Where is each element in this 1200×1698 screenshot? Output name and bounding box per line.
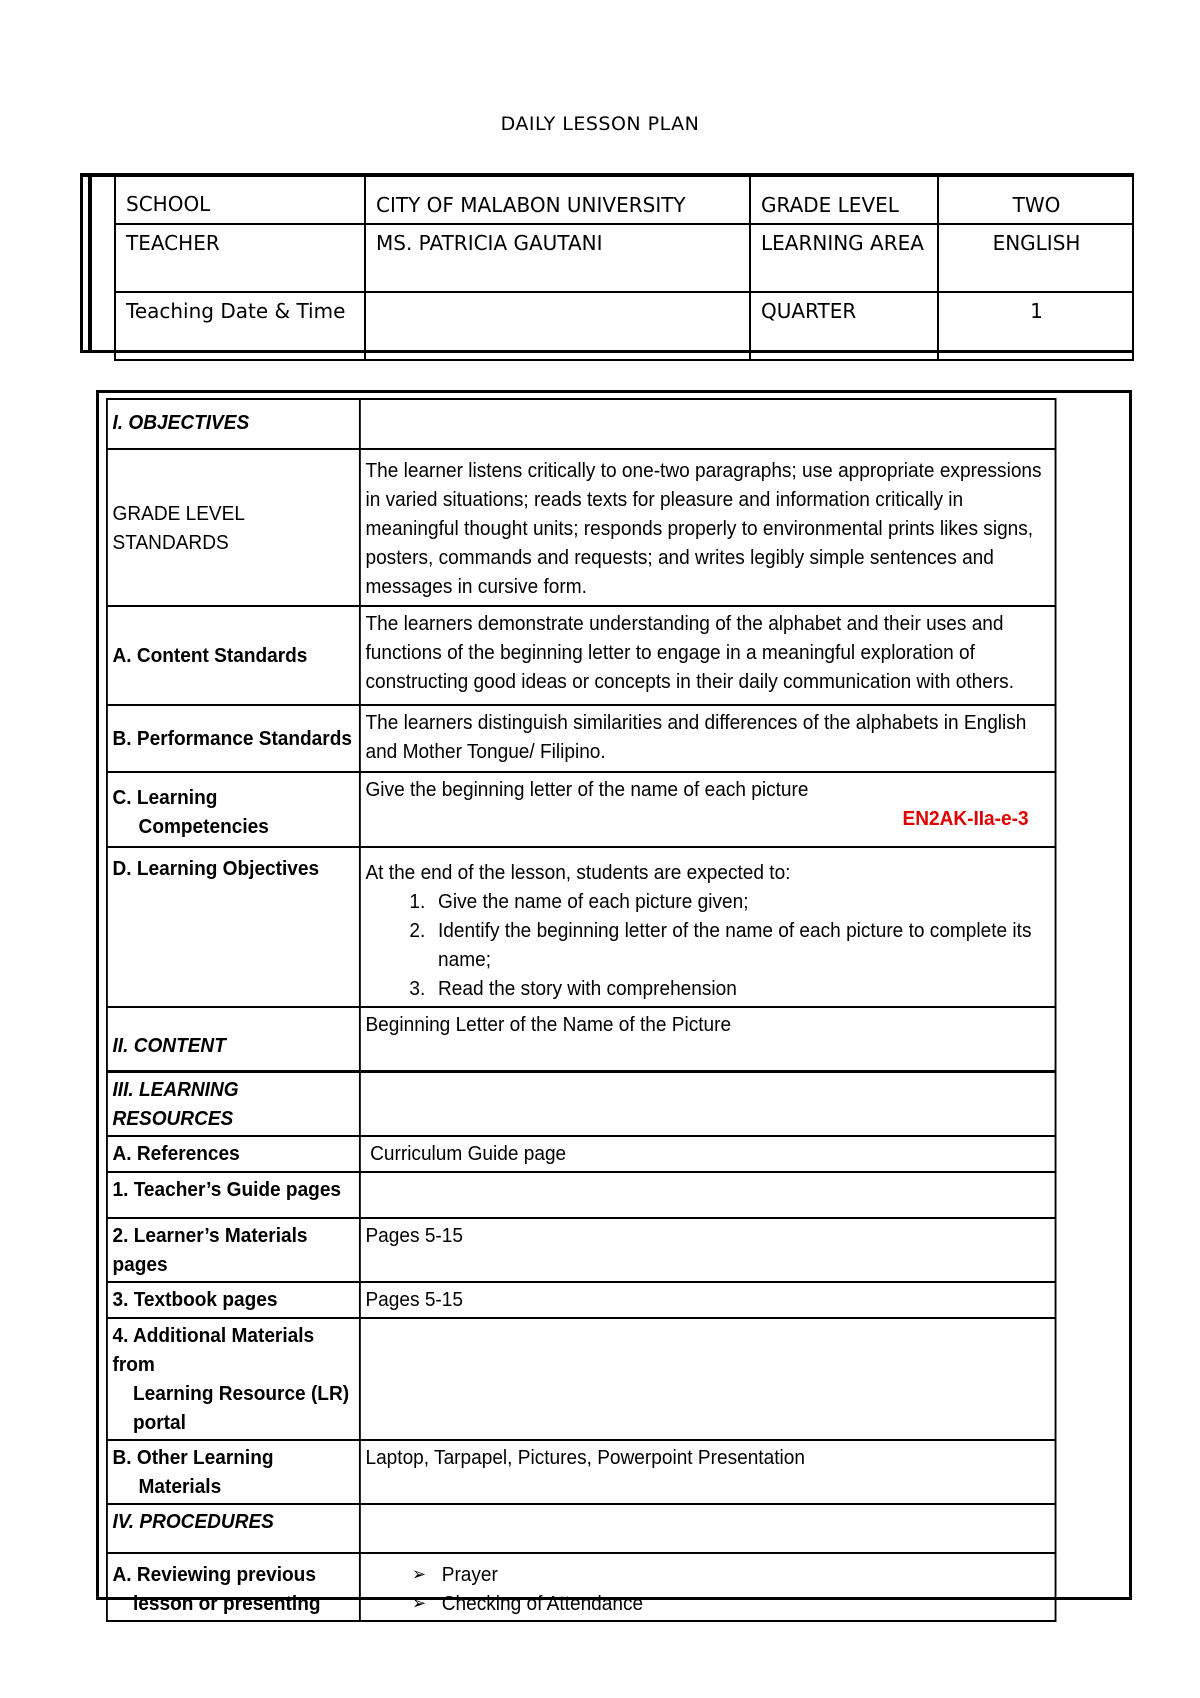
- learning-area-label: LEARNING AREA: [750, 224, 938, 292]
- textbook-label: 3. Textbook pages: [107, 1282, 360, 1318]
- learning-objectives-list: [365, 887, 1050, 1003]
- reviewing-list: [365, 1560, 1050, 1618]
- content-standards-text: The learners demonstrate understanding of the alphabet and their uses and functions of the beginning letter to engage in a meaningful exploration of constructing good ideas or concepts in their daily communication with others.: [360, 606, 1056, 705]
- additional-materials-label-line2: Learning Resource (LR) portal: [132, 1381, 350, 1434]
- objectives-value: [360, 399, 1056, 449]
- teaching-date-value: [365, 292, 750, 360]
- list-item: 3. Read the story with comprehension: [431, 974, 1051, 1003]
- document-title: DAILY LESSON PLAN: [500, 113, 700, 135]
- other-materials-text: Laptop, Tarpapel, Pictures, Powerpoint Presentation: [360, 1440, 1056, 1504]
- competencies-label-line2: Competencies: [138, 815, 269, 838]
- learners-materials-text: Pages 5-15: [360, 1218, 1056, 1282]
- competencies-text: Give the beginning letter of the name of each picture: [365, 778, 809, 801]
- additional-materials-label: [107, 1318, 360, 1440]
- learning-objectives-label: D. Learning Objectives: [107, 847, 360, 1007]
- references-label: A. References: [107, 1136, 360, 1172]
- school-label: SCHOOL: [115, 174, 365, 224]
- row-other-materials: [107, 1440, 1056, 1504]
- row-references: [107, 1136, 1056, 1172]
- procedures-value: [360, 1504, 1056, 1553]
- row-learning-resources: [107, 1071, 1056, 1136]
- row-additional-materials: [107, 1318, 1056, 1440]
- competencies-label: [107, 772, 360, 847]
- competency-code: EN2AK-IIa-e-3: [902, 807, 1029, 830]
- header-table: [114, 173, 1134, 361]
- teaching-date-label: Teaching Date & Time: [115, 292, 365, 360]
- learning-objectives-intro: At the end of the lesson, students are expected to:: [365, 861, 791, 884]
- row-grade-standards: [107, 449, 1056, 606]
- row-learning-objectives: [107, 847, 1056, 1007]
- reviewing-cell: [360, 1553, 1056, 1621]
- row-performance-standards: [107, 705, 1056, 772]
- other-materials-label-line1: B. Other Learning: [112, 1445, 274, 1469]
- row-procedures: [107, 1504, 1056, 1553]
- grade-standards-text: The learner listens critically to one-two paragraphs; use appropriate expressions in varied situations; reads texts for pleasure and information critically in meaningful thought units; responds properly to environmental prints likes signs, posters, commands and requests; and writes legibly simple sentences and messages in cursive form.: [360, 449, 1056, 606]
- teachers-guide-text: [360, 1172, 1056, 1218]
- header-row-teacher: [115, 224, 1133, 292]
- reviewing-label-line2: lesson or presenting: [132, 1591, 321, 1615]
- content-text: Beginning Letter of the Name of the Picture: [360, 1007, 1056, 1071]
- grade-level-label: GRADE LEVEL: [750, 174, 938, 224]
- textbook-text: Pages 5-15: [360, 1282, 1056, 1318]
- learning-resources-value: [360, 1071, 1056, 1136]
- school-value: CITY OF MALABON UNIVERSITY: [365, 174, 750, 224]
- learning-resources-label: III. LEARNING RESOURCES: [107, 1071, 360, 1136]
- grade-standards-label: GRADE LEVEL STANDARDS: [107, 449, 360, 606]
- procedures-label: IV. PROCEDURES: [107, 1504, 360, 1553]
- learning-objectives-cell: [360, 847, 1056, 1007]
- content-label: II. CONTENT: [107, 1007, 360, 1071]
- references-text: Curriculum Guide page: [360, 1136, 1056, 1172]
- header-row-date: [115, 292, 1133, 360]
- learning-area-value: ENGLISH: [938, 224, 1133, 292]
- reviewing-label: [107, 1553, 360, 1621]
- row-learners-materials: [107, 1218, 1056, 1282]
- list-item: 1. Give the name of each picture given;: [431, 887, 1051, 916]
- row-teachers-guide: [107, 1172, 1056, 1218]
- grade-level-value: TWO: [938, 174, 1133, 224]
- list-item: ➢ Checking of Attendance: [412, 1589, 1051, 1618]
- header-row-school: [115, 174, 1133, 224]
- content-standards-label: A. Content Standards: [107, 606, 360, 705]
- row-content: [107, 1007, 1056, 1071]
- other-materials-label: [107, 1440, 360, 1504]
- row-objectives: [107, 399, 1056, 449]
- row-content-standards: [107, 606, 1056, 705]
- row-learning-competencies: [107, 772, 1056, 847]
- teacher-value: MS. PATRICIA GAUTANI: [365, 224, 750, 292]
- quarter-value: 1: [938, 292, 1133, 360]
- list-item: 2. Identify the beginning letter of the name of each picture to complete its name;: [431, 916, 1051, 974]
- reviewing-label-line1: A. Reviewing previous: [112, 1562, 316, 1586]
- learners-materials-label: 2. Learner’s Materials pages: [107, 1218, 360, 1282]
- other-materials-label-line2: Materials: [138, 1474, 222, 1498]
- row-reviewing: [107, 1553, 1056, 1621]
- teachers-guide-label: 1. Teacher’s Guide pages: [107, 1172, 360, 1218]
- objectives-label: I. OBJECTIVES: [107, 399, 360, 449]
- teacher-label: TEACHER: [115, 224, 365, 292]
- performance-standards-label: B. Performance Standards: [107, 705, 360, 772]
- competencies-cell: [360, 772, 1056, 847]
- row-textbook: [107, 1282, 1056, 1318]
- lesson-plan-table: [106, 398, 1056, 1622]
- additional-materials-text: [360, 1318, 1056, 1440]
- competencies-label-line1: C. Learning: [112, 786, 218, 809]
- list-item: ➢ Prayer: [412, 1560, 1051, 1589]
- additional-materials-label-line1: 4. Additional Materials from: [112, 1323, 315, 1376]
- quarter-label: QUARTER: [750, 292, 938, 360]
- performance-standards-text: The learners distinguish similarities and differences of the alphabets in English and Mother Tongue/ Filipino.: [360, 705, 1056, 772]
